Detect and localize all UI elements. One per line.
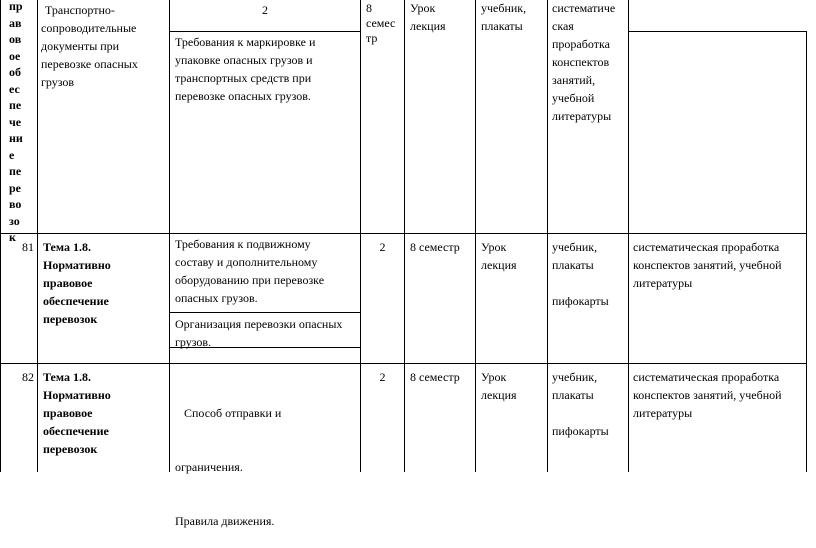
lesson-content: Требования к подвижному составу и дополнительному оборудованию при перевозке опасных грузов. — [175, 237, 325, 305]
table-rule — [0, 0, 1, 472]
hours-value: 2 — [262, 3, 268, 17]
table-rule — [0, 233, 806, 234]
table-rule — [628, 0, 629, 472]
section-title-vertical: пр ав ов ое об ес пе че ни е пе ре во зо к — [9, 0, 23, 244]
semester-value: 8 семес тр — [366, 1, 396, 45]
topic-title: Транспортно- сопроводительные документы при перевозке опасных грузов — [41, 3, 138, 89]
hours-value: 2 — [379, 240, 386, 254]
table-rule — [360, 0, 361, 472]
lesson-content: Требования к маркировке и упаковке опасных грузов и транспортных средств при перевозке опасных грузов. — [175, 35, 316, 103]
theme-title: Тема 1.8. Нормативно правовое обеспечение перевозок — [43, 240, 111, 326]
table-rule — [404, 0, 405, 472]
lesson-form: Урок лекция — [481, 240, 517, 272]
row-number: 82 — [22, 370, 34, 384]
self-work: систематическая проработка конспектов занятий, учебной литературы — [633, 240, 782, 290]
lesson-content: Организация перевозки опасных грузов. — [175, 317, 343, 349]
row-number: 81 — [22, 240, 34, 254]
hours-value: 2 — [379, 370, 386, 384]
table-rule — [475, 0, 476, 472]
table-rule — [628, 31, 806, 32]
table-rule — [169, 312, 360, 313]
lesson-form: Урок лекция — [481, 370, 517, 402]
table-rule — [169, 31, 360, 32]
table-rule — [806, 31, 807, 472]
resources: учебник, плакаты — [481, 1, 527, 33]
resources: учебник, плакаты пифокарты — [552, 370, 609, 438]
semester-value: 8 семестр — [410, 240, 460, 254]
lesson-form: Урок лекция — [410, 1, 446, 33]
table-rule — [37, 0, 38, 472]
table-rule — [547, 0, 548, 472]
table-rule — [0, 363, 806, 364]
resources: учебник, плакаты пифокарты — [552, 240, 609, 308]
theme-title: Тема 1.8. Нормативно правовое обеспечение перевозок — [43, 370, 111, 456]
self-work: систематическая проработка конспектов занятий, учебной литературы — [633, 370, 782, 420]
table-rule — [169, 0, 170, 472]
semester-value: 8 семестр — [410, 370, 460, 384]
lesson-content: Способ отправки и ограничения. Правила движения. — [175, 406, 282, 528]
self-work: систематиче ская проработка конспектов занятий, учебной литературы — [552, 1, 616, 123]
